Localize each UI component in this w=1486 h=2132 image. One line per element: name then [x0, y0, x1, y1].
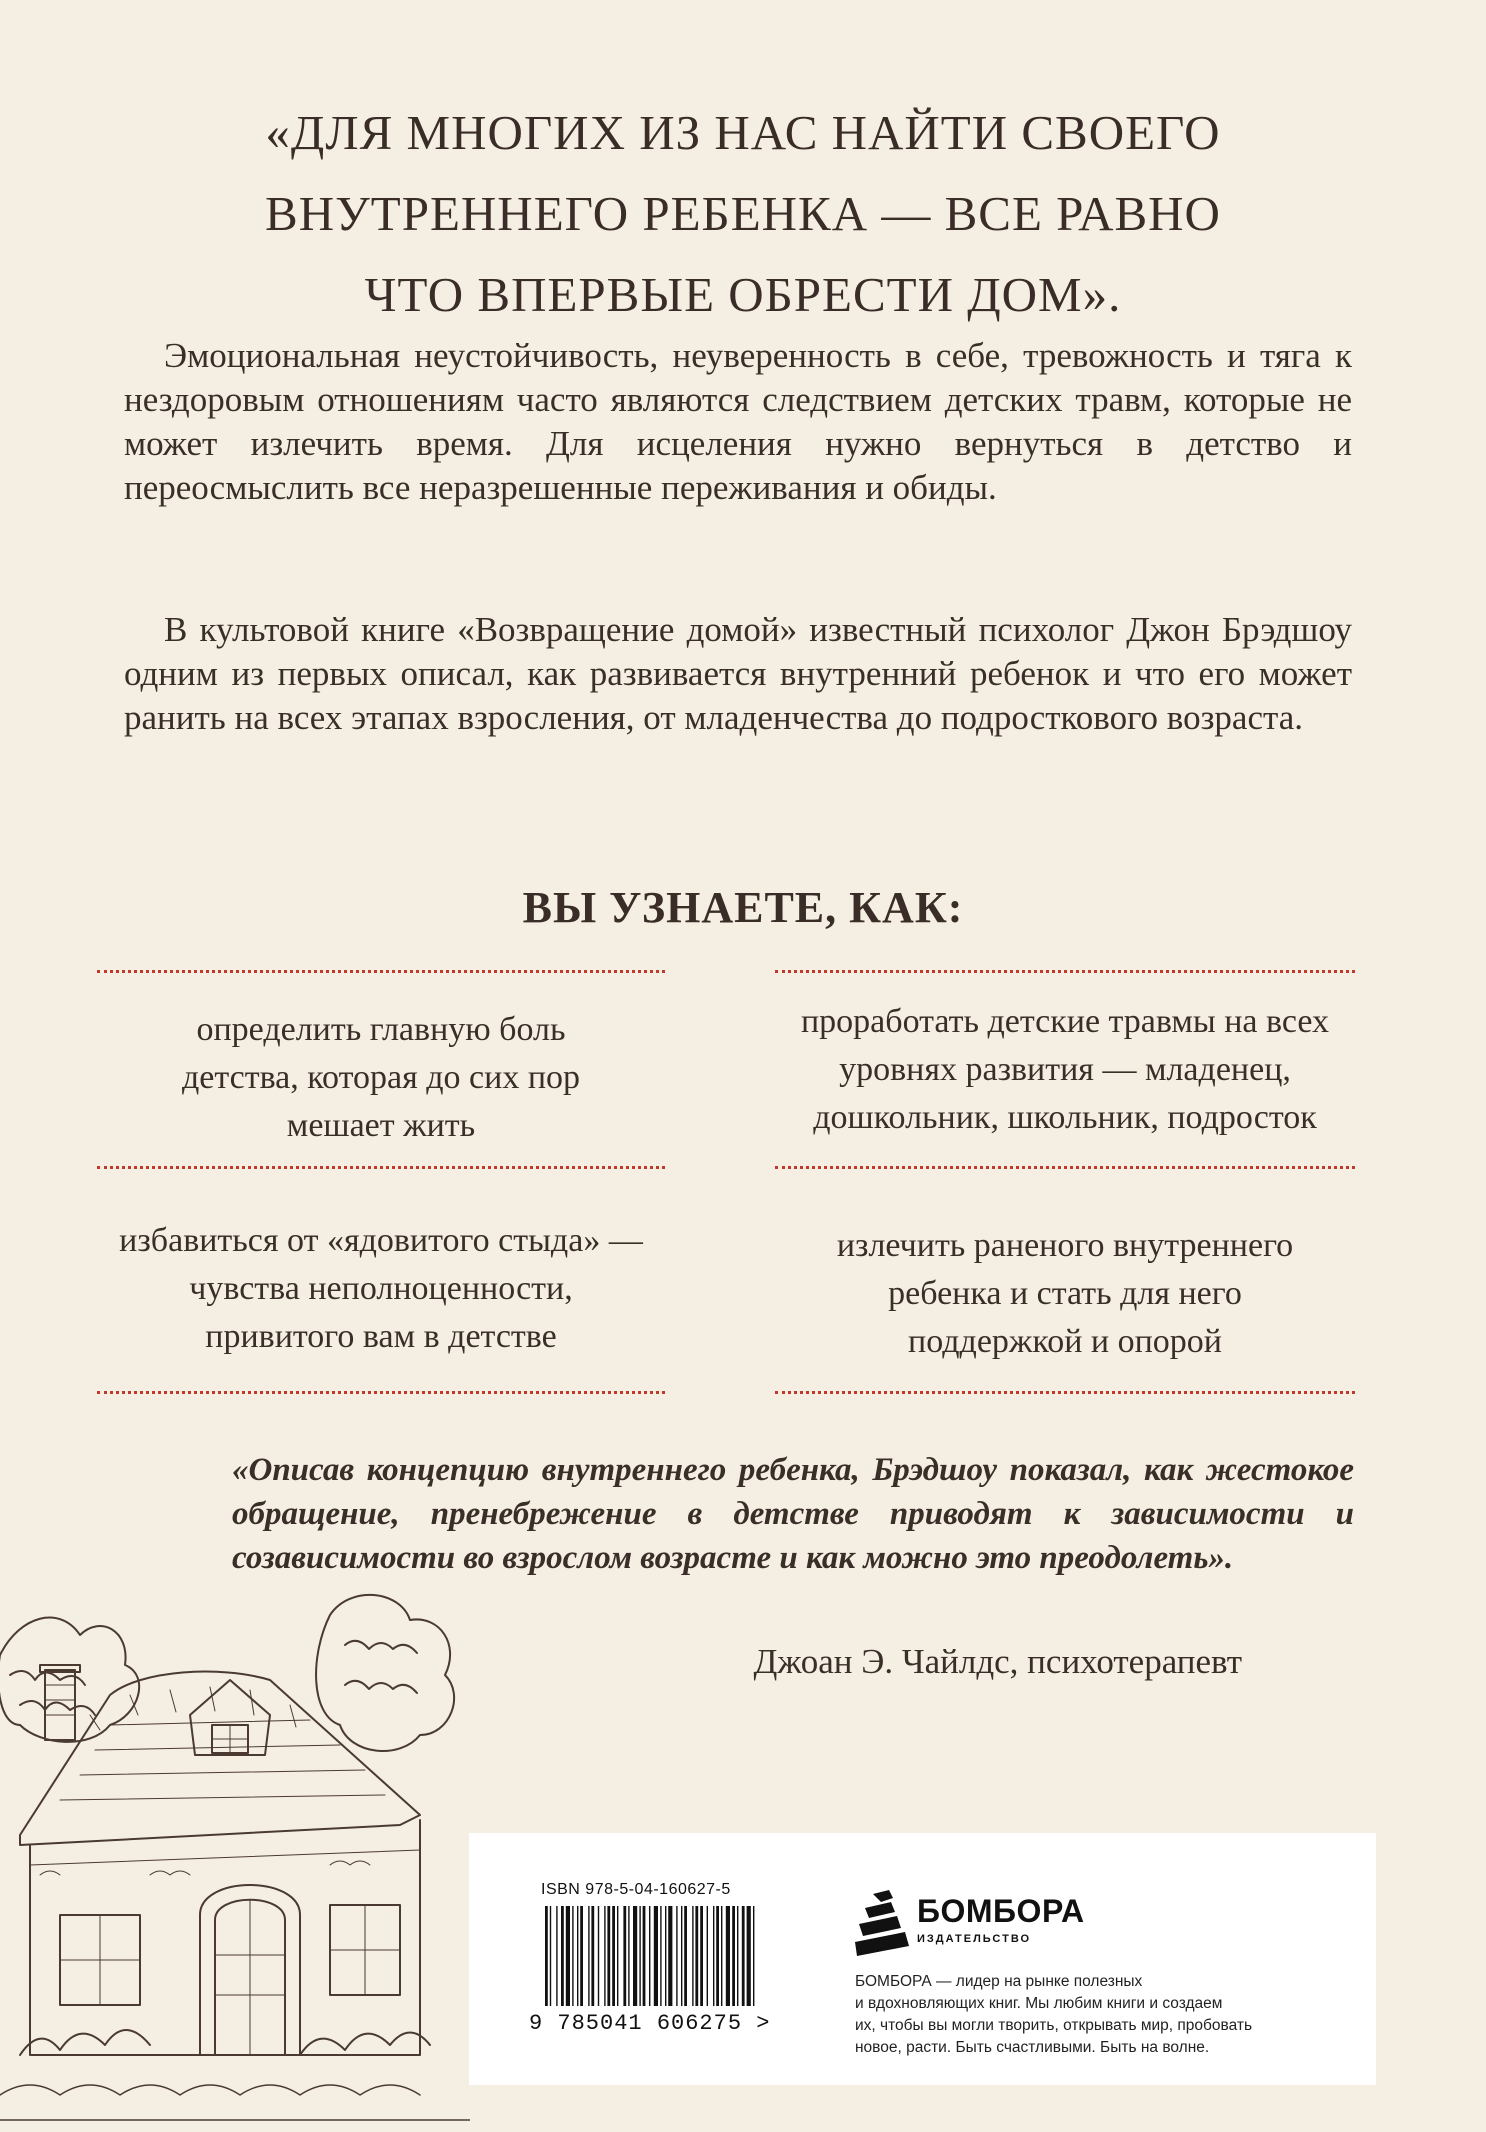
isbn-text: ISBN 978-5-04-160627-5: [541, 1881, 731, 1898]
barcode-bar: [695, 1906, 698, 2006]
barcode-bar: [747, 1906, 751, 2006]
learn-item-line: детства, которая до сих пор: [181, 1059, 581, 1096]
learn-item-line: ребенка и стать для него: [888, 1275, 1242, 1312]
learn-item: [97, 1006, 665, 1150]
barcode-bar: [556, 1906, 557, 2006]
barcode-bar: [692, 1906, 693, 2006]
dotted-divider: [97, 970, 665, 973]
learn-item-line: мешает жить: [286, 1107, 476, 1144]
barcode-bar: [588, 1906, 589, 2006]
learn-item: [760, 1222, 1370, 1366]
barcode-bar: [623, 1906, 626, 2006]
barcode-bar: [742, 1906, 745, 2006]
barcode-bar: [684, 1906, 687, 2006]
barcode-bar: [654, 1906, 658, 2006]
publisher-description-line: их, чтобы вы могли творить, открывать мир, пробовать: [855, 2017, 1253, 2034]
barcode-icon: [541, 1906, 821, 2006]
dotted-divider: [775, 1391, 1355, 1394]
learn-item: [760, 998, 1370, 1142]
barcode-bar: [561, 1906, 564, 2006]
barcode-bar: [700, 1906, 703, 2006]
description-paragraph-1: Эмоциональная неустойчивость, неуверенность в себе, тревожность и тяга к нездоровым отношениям часто являются следствием детских травм, которые не может излечить время. Для исцеления нужно вернуться в детство и переосмыслить все неразрешенные переживания и обиды.: [124, 336, 1352, 507]
barcode-bar: [643, 1906, 646, 2006]
barcode-bar: [681, 1906, 682, 2006]
barcode-bar: [713, 1906, 714, 2006]
headline-line: ЧТО ВПЕРВЫЕ ОБРЕСТИ ДОМ».: [364, 267, 1122, 322]
publisher-description-line: новое, расти. Быть счастливыми. Быть на волне.: [855, 2039, 1210, 2056]
headline-line: «ДЛЯ МНОГИХ ИЗ НАС НАЙТИ СВОЕГО: [265, 105, 1221, 160]
dotted-divider: [97, 1166, 665, 1169]
barcode-bar: [617, 1906, 618, 2006]
description-paragraph-2: В культовой книге «Возвращение домой» известный психолог Джон Брэдшоу одним из первых описал, как развивается внутренний ребенок и что его может ранить на всех этапах взросления, от младенчества до подросткового возраста.: [124, 610, 1352, 737]
review-quote-author: Джоан Э. Чайлдс, психотерапевт: [753, 1642, 1242, 1681]
barcode-bar: [577, 1906, 578, 2006]
headline-line: ВНУТРЕННЕГО РЕБЕНКА — ВСЕ РАВНО: [265, 186, 1221, 241]
learn-section-title: ВЫ УЗНАЕТЕ, КАК:: [522, 883, 964, 932]
publisher-logo-subtitle: ИЗДАТЕЛЬСТВО: [917, 1933, 1032, 1945]
house-sketch-illustration: [0, 1575, 470, 2132]
learn-item-line: поддержкой и опорой: [908, 1323, 1222, 1360]
barcode-bar: [676, 1906, 677, 2006]
barcode-bar: [639, 1906, 640, 2006]
learn-item-line: уровнях развития — младенец,: [839, 1051, 1291, 1088]
barcode-bar: [737, 1906, 738, 2006]
barcode-bar: [753, 1906, 754, 2006]
headline-quote: [0, 92, 1486, 335]
learn-item-line: дошкольник, школьник, подросток: [813, 1099, 1317, 1136]
barcode-bar: [598, 1906, 599, 2006]
learn-item-line: избавиться от «ядовитого стыда» —: [119, 1222, 643, 1259]
learn-item-line: излечить раненого внутреннего: [836, 1227, 1294, 1264]
barcode-bar: [707, 1906, 708, 2006]
barcode-bar: [550, 1906, 551, 2006]
barcode-bar: [716, 1906, 719, 2006]
review-quote: «Описав концепцию внутреннего ребенка, Брэдшоу показал, как жестокое обращение, пренебрежение в детстве приводят к зависимости и созависимости во взрослом возрасте и как можно это преодолеть».: [232, 1452, 1354, 1576]
barcode-bar: [580, 1906, 583, 2006]
barcode-bar: [566, 1906, 570, 2006]
barcode-bar: [721, 1906, 722, 2006]
publisher-description: [855, 1971, 1355, 2059]
learn-item-line: привитого вам в детстве: [205, 1318, 557, 1355]
barcode-bar: [545, 1906, 548, 2006]
learn-item-line: определить главную боль: [196, 1011, 566, 1048]
publisher-description-line: и вдохновляющих книг. Мы любим книги и создаем: [855, 1995, 1223, 2012]
publisher-logo-name: БОМБОРА: [917, 1893, 1085, 1929]
barcode-bar: [612, 1906, 615, 2006]
publisher-description-line: БОМБОРА — лидер на рынке полезных: [855, 1973, 1143, 1990]
dotted-divider: [775, 1166, 1355, 1169]
barcode-bar: [633, 1906, 637, 2006]
barcode-bar: [649, 1906, 650, 2006]
barcode-bar: [660, 1906, 661, 2006]
barcode-bar: [607, 1906, 610, 2006]
barcode-bar: [726, 1906, 730, 2006]
dotted-divider: [775, 970, 1355, 973]
barcode-bar: [604, 1906, 605, 2006]
barcode-bar: [732, 1906, 735, 2006]
learn-item: [97, 1217, 665, 1361]
barcode-bar: [591, 1906, 594, 2006]
barcode-bar: [668, 1906, 672, 2006]
barcode-bar: [665, 1906, 666, 2006]
barcode-bar: [628, 1906, 629, 2006]
dotted-divider: [97, 1391, 665, 1394]
barcode-digits: 9 785041 606275 >: [529, 2011, 771, 2036]
barcode-panel: [469, 1833, 1376, 2085]
learn-item-line: чувства неполноценности,: [189, 1270, 573, 1307]
barcode-bar: [572, 1906, 573, 2006]
learn-item-line: проработать детские травмы на всех: [800, 1003, 1330, 1040]
